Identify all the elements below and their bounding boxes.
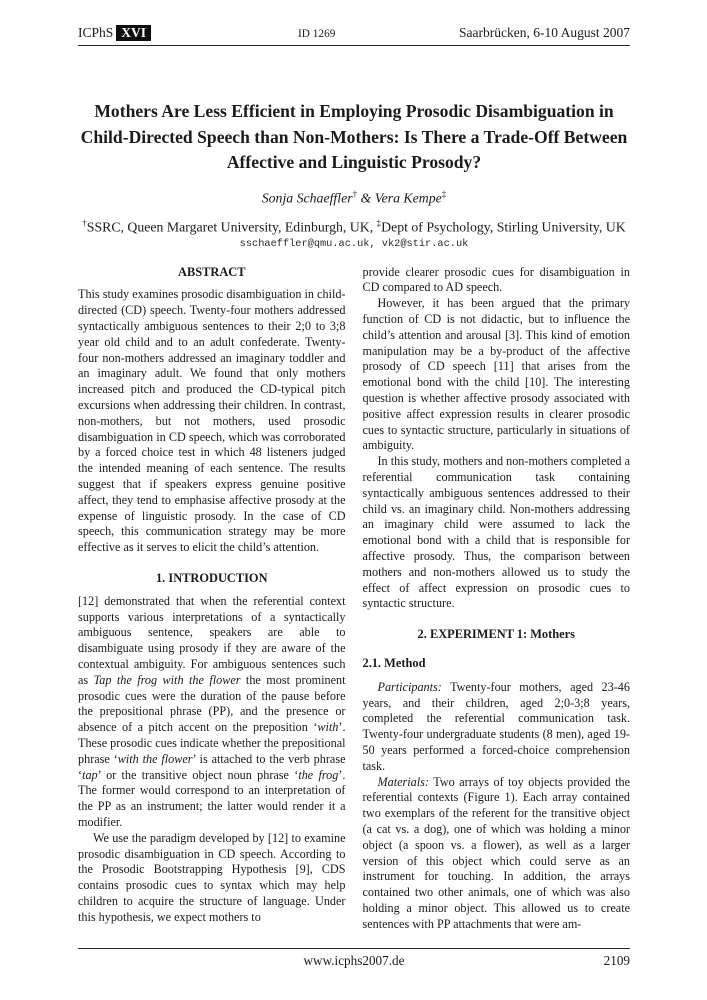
text-run: Twenty-four mothers, aged 23-46 years, and their children, aged 2;0-3;8 years, completed the referential communication task. Twenty-four undergraduate students (8 men), aged 19-50 years performed a forced-choice comprehension task. [362, 679, 630, 773]
superscript-marker: † [352, 188, 358, 199]
paragraph [363, 296, 631, 454]
text-run: However, it has been argued that the primary function of CD is not didactic, but to influence the child’s attention and arousal [3]. This kind of emotion manipulation may be a by-product of the affective prosody of CD speech [11] that arises from the emotional bond with the child [10]. The interesting question is whether affective prosody associated with positive affect expression results in clearer prosodic cues to syntactic structure, particularly in situations of ambiguity. [362, 296, 630, 453]
text-run: In this study, mothers and non-mothers completed a referential communication task containing syntactically ambiguous sentences addressed to their child vs. an imaginary child. Non-mothers addressing an imaginary child were assumed to lack the emotional bond with a child that is responsible for affective prosody. Thus, the comparison between mothers and non-mothers allowed us to study the effect of affect expression on prosodic cues to syntactic structure. [362, 454, 630, 611]
title-line: Mothers Are Less Efficient in Employing Prosodic Disambiguation in [94, 101, 614, 121]
author-emails: sschaeffler@qmu.ac.uk, vk2@stir.ac.uk [239, 237, 469, 250]
text-run: SSRC, Queen Margaret University, Edinburgh, UK, [86, 219, 377, 235]
paper-id: ID 1269 [298, 28, 336, 40]
text-run: with the flower [117, 751, 193, 766]
section-heading: ABSTRACT [178, 264, 246, 279]
page-number: 2109 [603, 953, 630, 968]
affiliation-line [78, 218, 630, 236]
paragraph [78, 287, 346, 556]
title-line: Affective and Linguistic Prosody? [226, 152, 482, 172]
text-run: [12] demonstrated that when the referential context supports various interpretations of a syntactically ambiguous sentence, speakers are able to disambiguate using prosody if they are aware of the contextual ambiguity. For ambiguous sentences such as [78, 593, 346, 687]
text-run: Dept of Psychology, Stirling University, UK [381, 219, 626, 235]
text-run: tap [82, 767, 98, 782]
conference-url: www.icphs2007.de [303, 953, 405, 968]
page-footer [78, 948, 630, 969]
column-right [363, 265, 631, 933]
page-header [78, 25, 630, 46]
text-run: ’. The former would correspond to an interpretation of the PP as an instrument; the latter would render it a modifier. [78, 767, 346, 829]
two-column-body [78, 265, 630, 933]
paper-title [78, 99, 630, 176]
section-heading: 1. INTRODUCTION [155, 571, 268, 586]
paragraph [78, 594, 346, 831]
text-run: with [317, 720, 339, 735]
column-left [78, 265, 346, 933]
author-byline [78, 189, 630, 207]
superscript-marker: † [82, 218, 87, 229]
section-heading: 2. EXPERIMENT 1: Mothers [417, 627, 575, 642]
paragraph [363, 454, 631, 612]
paragraph [363, 775, 631, 933]
journal-name: ICPhS [78, 25, 114, 40]
volume-badge: XVI [116, 25, 151, 41]
text-run: provide clearer prosodic cues for disambiguation in CD compared to AD speech. [362, 264, 630, 295]
text-run: Sonja Schaeffler [261, 190, 353, 206]
text-run: the frog [298, 767, 339, 782]
text-run: Materials: [377, 774, 429, 789]
text-run: This study examines prosodic disambiguation in child-directed (CD) speech. Twenty-four mothers addressed syntactically ambiguous sentences to their 2;0 to 3;8 year old child and to an adult confederate. Twenty-four non-mothers addressed an imaginary toddler and an imaginary adult. We found that only mothers increased pitch and produced the CD-typical pitch excursions when addressing their children. In contrast, non-mothers, but not mothers, used prosodic disambiguation in CD speech, which was corroborated by a forced choice test in which 48 listeners judged the intended meaning of each sentence. The results suggest that if speakers express genuine positive affect, they tend to emphasise affective prosody at the expense of linguistic prosody. In the case of CD speech, this communication strategy may be more effective as it serves to elicit the child’s attention. [78, 287, 346, 555]
title-line: Child-Directed Speech than Non-Mothers: Is There a Trade-Off Between [80, 126, 628, 147]
superscript-marker: ‡ [376, 218, 382, 229]
superscript-marker: ‡ [441, 188, 447, 199]
text-run: ’. These prosodic cues indicate whether the prepositional phrase ‘ [78, 720, 346, 766]
text-run: Participants: [377, 679, 442, 694]
header-left [78, 25, 242, 41]
text-run: Tap the frog with the flower [93, 672, 241, 687]
text-run: & Vera Kempe [357, 190, 442, 206]
text-run: the most prominent prosodic cues were the duration of the pause before the prepositional phrase (PP), and the presence or absence of a pitch accent on the preposition ‘ [78, 672, 346, 735]
text-run: ’ is attached to the verb phrase ‘ [78, 751, 346, 782]
text-run: ’ or the transitive object noun phrase ‘ [97, 767, 299, 782]
paragraph [363, 680, 631, 775]
text-run: We use the paradigm developed by [12] to examine prosodic disambiguation in CD speech. According to the Prosodic Bootstrapping Hypothesis [9], CDS contains prosodic cues to syntax which may help children to acquire the structure of language. Under this hypothesis, we expect mothers to [78, 830, 346, 924]
paragraph [363, 265, 631, 297]
section-heading: 2.1. Method [362, 656, 426, 671]
text-run: Two arrays of toy objects provided the referential contexts (Figure 1). Each array contained two exemplars of the referent for the transitive object (a cat vs. a dog), one of which was holding a minor object (a spoon vs. a flower), as well as a larger version of this object which could serve as an instrument for touching. In addition, the arrays contained two other animals, one of which was also holding a minor object. This allowed us to create sentences with PP attachments that were am- [362, 774, 630, 931]
paragraph [78, 831, 346, 926]
venue-date: Saarbrücken, 6-10 August 2007 [459, 25, 630, 40]
